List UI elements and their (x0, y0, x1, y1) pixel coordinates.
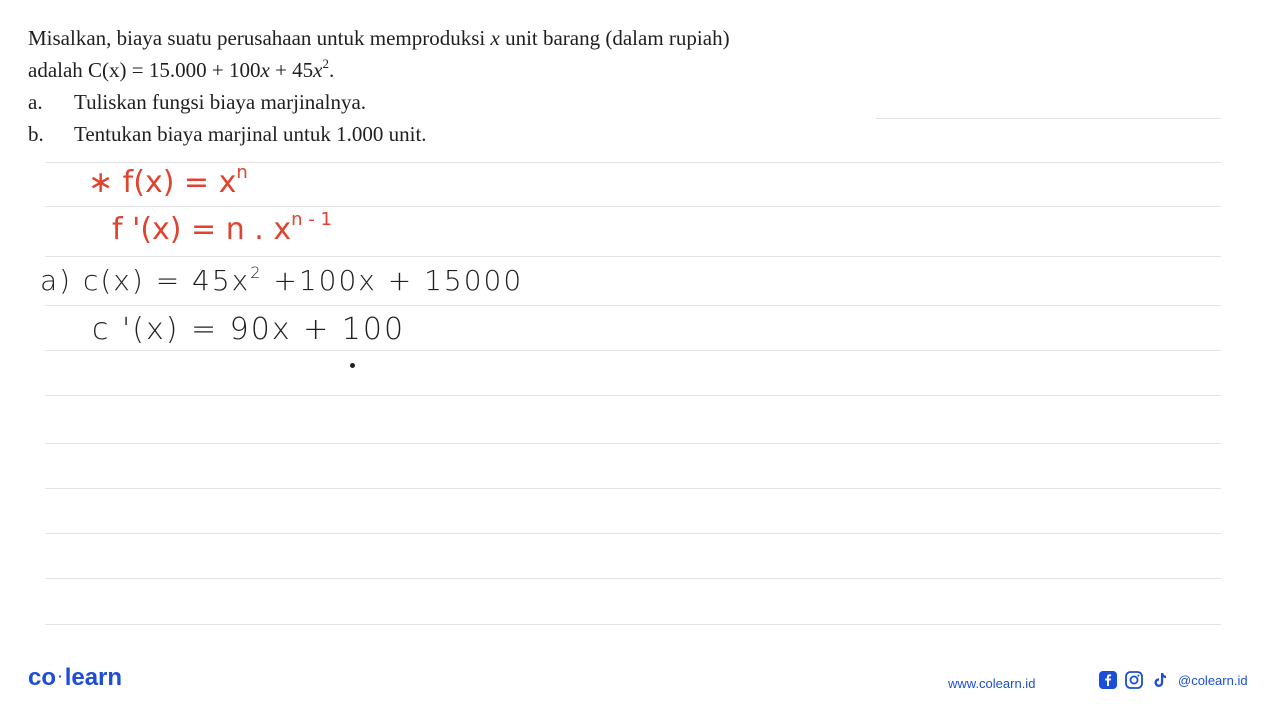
cost-function-exponent: 2 (250, 263, 263, 282)
problem-intro-line-2 (28, 54, 1228, 86)
pen-dot (350, 363, 355, 368)
handwritten-power-rule-line-2 (112, 209, 332, 247)
logo-dot: · (58, 668, 63, 684)
item-label: a. (28, 90, 43, 114)
derivative-rule-exponent: n - 1 (291, 209, 332, 230)
rule-line (45, 578, 1221, 579)
problem-item-b (28, 118, 1228, 150)
cost-formula (88, 58, 334, 82)
handwritten-answer-a-line-2 (92, 312, 405, 347)
formula-eq: = 15.000 + 100 (131, 58, 261, 82)
cost-function-text: a) c(x) = 45x (40, 264, 251, 297)
problem-intro-line-1 (28, 22, 1228, 54)
instagram-icon[interactable] (1124, 670, 1144, 690)
variable-x: x (490, 26, 500, 50)
formula-x2: x (313, 58, 323, 82)
derivative-rule-text: f '(x) = n . x (112, 212, 292, 247)
rule-line (45, 256, 1221, 257)
facebook-icon[interactable] (1098, 670, 1118, 690)
rule-line (45, 395, 1221, 396)
marginal-cost-text: c '(x) = 90x + 100 (92, 312, 406, 347)
item-label: b. (28, 122, 44, 146)
item-text: Tuliskan fungsi biaya marjinalnya. (74, 90, 367, 114)
formula-exponent: 2 (322, 56, 329, 71)
rule-line (45, 162, 1221, 163)
problem-statement (28, 22, 1228, 150)
rule-line (45, 533, 1221, 534)
power-rule-exponent: n (236, 162, 248, 183)
rule-line (45, 488, 1221, 489)
intro-text: Misalkan, biaya suatu perusahaan untuk memproduksi (28, 26, 486, 50)
power-rule-text: ∗ f(x) = x (88, 165, 237, 200)
rule-line (45, 443, 1221, 444)
logo-co: co (28, 664, 57, 691)
intro-adalah: adalah (28, 58, 83, 82)
social-handle[interactable]: @colearn.id (1178, 672, 1248, 688)
rule-line (45, 350, 1221, 351)
formula-mid: + 45 (275, 58, 314, 82)
rule-line (45, 305, 1221, 306)
rule-line (45, 206, 1221, 207)
handwritten-power-rule-line-1 (88, 162, 248, 200)
rule-line (876, 118, 1221, 119)
formula-end: . (328, 58, 335, 82)
formula-x1: x (260, 58, 270, 82)
website-link[interactable]: www.colearn.id (948, 676, 1036, 691)
handwritten-answer-a-line-1 (40, 264, 523, 297)
tiktok-icon[interactable] (1150, 670, 1170, 690)
formula-lhs: C(x) (88, 58, 127, 82)
problem-item-a (28, 86, 1228, 118)
item-text: Tentukan biaya marjinal untuk 1.000 unit. (74, 122, 427, 146)
intro-text-end: unit barang (dalam rupiah) (505, 26, 730, 50)
logo-learn: learn (64, 664, 123, 691)
social-links (1098, 670, 1248, 690)
cost-function-text-end: +100x + 15000 (262, 264, 524, 297)
rule-line (45, 624, 1221, 625)
colearn-logo[interactable] (28, 664, 122, 692)
